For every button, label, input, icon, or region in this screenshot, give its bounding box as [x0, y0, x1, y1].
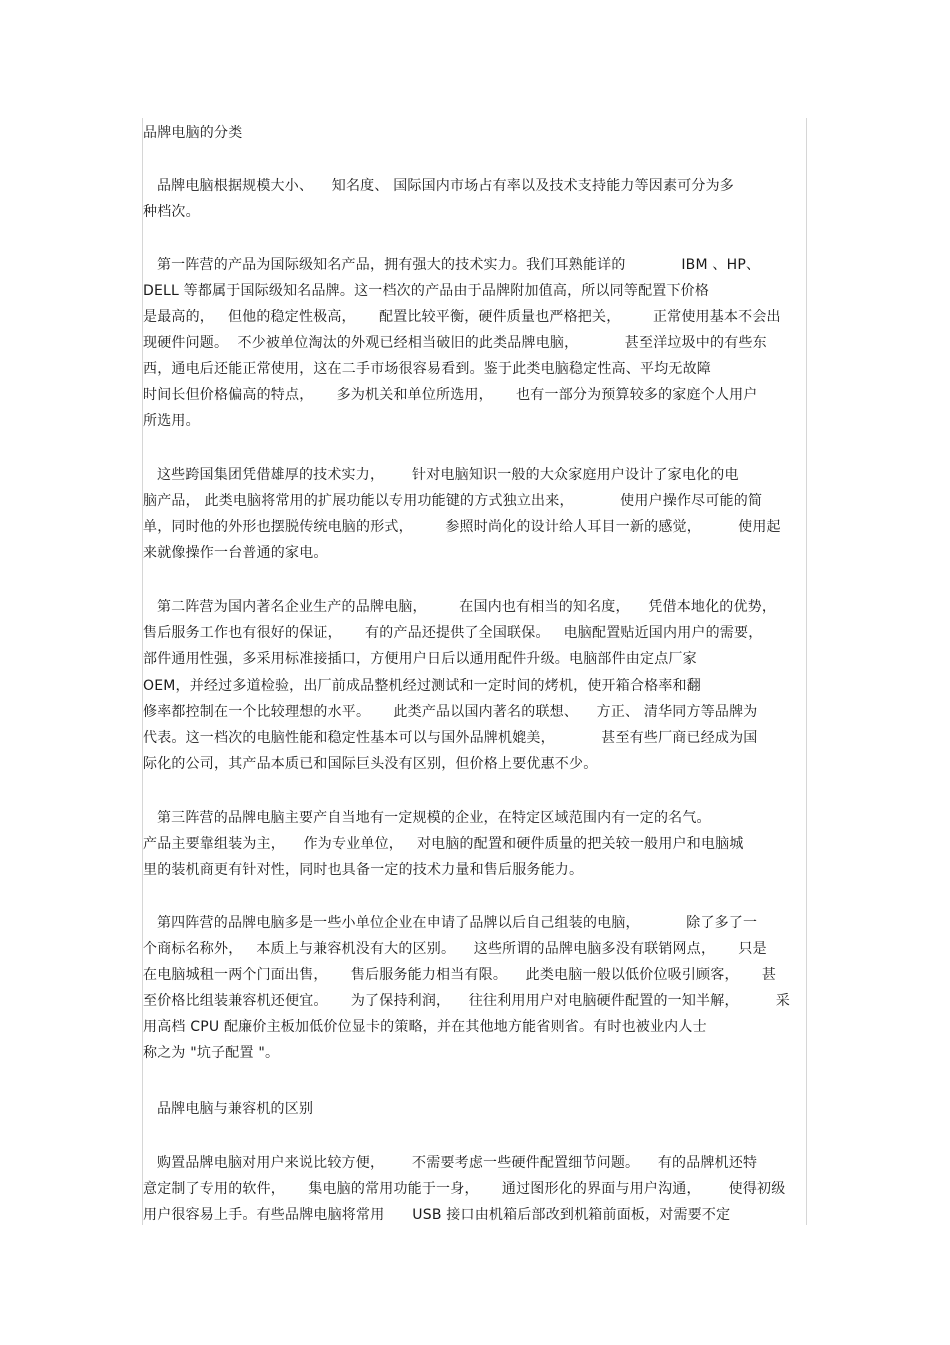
text-line: 个商标名称外， 本质上与兼容机没有大的区别。 这些所谓的品牌电脑多没有联销网点， 只是	[143, 941, 767, 957]
text-line: OEM，并经过多道检验，出厂前成品整机经过测试和一定时间的烤机，使开箱合格率和翻	[143, 678, 701, 694]
text-line: 部件通用性强，多采用标准接插口，方便用户日后以通用配件升级。电脑部件由定点厂家	[143, 651, 697, 667]
text-line: 现硬件问题。 不少被单位淘汰的外观已经相当破旧的此类品牌电脑， 甚至洋垃圾中的有些东	[143, 335, 767, 351]
text-line: 产品主要靠组装为主， 作为专业单位， 对电脑的配置和硬件质量的把关较一般用户和电脑城	[143, 836, 744, 852]
text-line: 这些跨国集团凭借雄厚的技术实力， 针对电脑知识一般的大众家庭用户设计了家电化的电	[143, 467, 739, 483]
text-line: 际化的公司，其产品本质已和国际巨头没有区别，但价格上要优惠不少。	[143, 756, 598, 772]
text-line: 西，通电后还能正常使用，这在二手市场很容易看到。鉴于此类电脑稳定性高、平均无故障	[143, 361, 711, 377]
text-line: 是最高的， 但他的稳定性极高， 配置比较平衡，硬件质量也严格把关， 正常使用基本不会出	[143, 309, 781, 325]
text-line: 时间长但价格偏高的特点， 多为机关和单位所选用， 也有一部分为预算较多的家庭个人用户	[143, 387, 758, 403]
right-margin-rule	[806, 118, 807, 1225]
text-line: 品牌电脑与兼容机的区别	[143, 1101, 314, 1117]
text-line: 来就像操作一台普通的家电。	[143, 545, 328, 561]
text-line: 第三阵营的品牌电脑主要产自当地有一定规模的企业，在特定区域范围内有一定的名气。	[143, 810, 711, 826]
text-line: 至价格比组装兼容机还便宜。 为了保持利润， 往往利用用户对电脑硬件配置的一知半解， 采	[143, 993, 791, 1009]
text-line: 代表。这一档次的电脑性能和稳定性基本可以与国外品牌机媲美， 甚至有些厂商已经成为国	[143, 730, 758, 746]
text-line: 用户很容易上手。有些品牌电脑将常用 USB 接口由机箱后部改到机箱前面板，对需要不定	[143, 1207, 731, 1223]
text-line: 单，同时他的外形也摆脱传统电脑的形式， 参照时尚化的设计给人耳目一新的感觉， 使用起	[143, 519, 781, 535]
text-line: 售后服务工作也有很好的保证， 有的产品还提供了全国联保。 电脑配置贴近国内用户的需要，	[143, 625, 763, 641]
text-line: 修率都控制在一个比较理想的水平。 此类产品以国内著名的联想、 方正、 清华同方等品牌为	[143, 704, 758, 720]
text-line: 第二阵营为国内著名企业生产的品牌电脑， 在国内也有相当的知名度， 凭借本地化的优势，	[143, 599, 777, 615]
text-line: 第四阵营的品牌电脑多是一些小单位企业在申请了品牌以后自己组装的电脑， 除了多了一	[143, 915, 758, 931]
text-line: 里的装机商更有针对性，同时也具备一定的技术力量和售后服务能力。	[143, 862, 584, 878]
text-line: 所选用。	[143, 413, 200, 429]
text-line: DELL 等都属于国际级知名品牌。这一档次的产品由于品牌附加值高，所以同等配置下价格	[143, 283, 710, 299]
text-line: 种档次。	[143, 204, 200, 220]
text-line: 脑产品， 此类电脑将常用的扩展功能以专用功能键的方式独立出来， 使用户操作尽可能的简	[143, 493, 763, 509]
text-line: 用高档 CPU 配廉价主板加低价位显卡的策略，并在其他地方能省则省。有时也被业内人士	[143, 1019, 707, 1035]
text-line: 称之为 "坑子配置 "。	[143, 1045, 280, 1061]
text-line: 购置品牌电脑对用户来说比较方便， 不需要考虑一些硬件配置细节问题。 有的品牌机还特	[143, 1155, 758, 1171]
text-line: 第一阵营的产品为国际级知名产品，拥有强大的技术实力。我们耳熟能详的 IBM 、HP、	[143, 257, 761, 273]
text-line: 意定制了专用的软件， 集电脑的常用功能于一身， 通过图形化的界面与用户沟通， 使得初级	[143, 1181, 786, 1197]
text-line: 在电脑城租一两个门面出售， 售后服务能力相当有限。 此类电脑一般以低价位吸引顾客， 甚	[143, 967, 777, 983]
page-title: 品牌电脑的分类	[143, 125, 243, 141]
text-line: 品牌电脑根据规模大小、 知名度、 国际国内市场占有率以及技术支持能力等因素可分为多	[143, 178, 734, 194]
